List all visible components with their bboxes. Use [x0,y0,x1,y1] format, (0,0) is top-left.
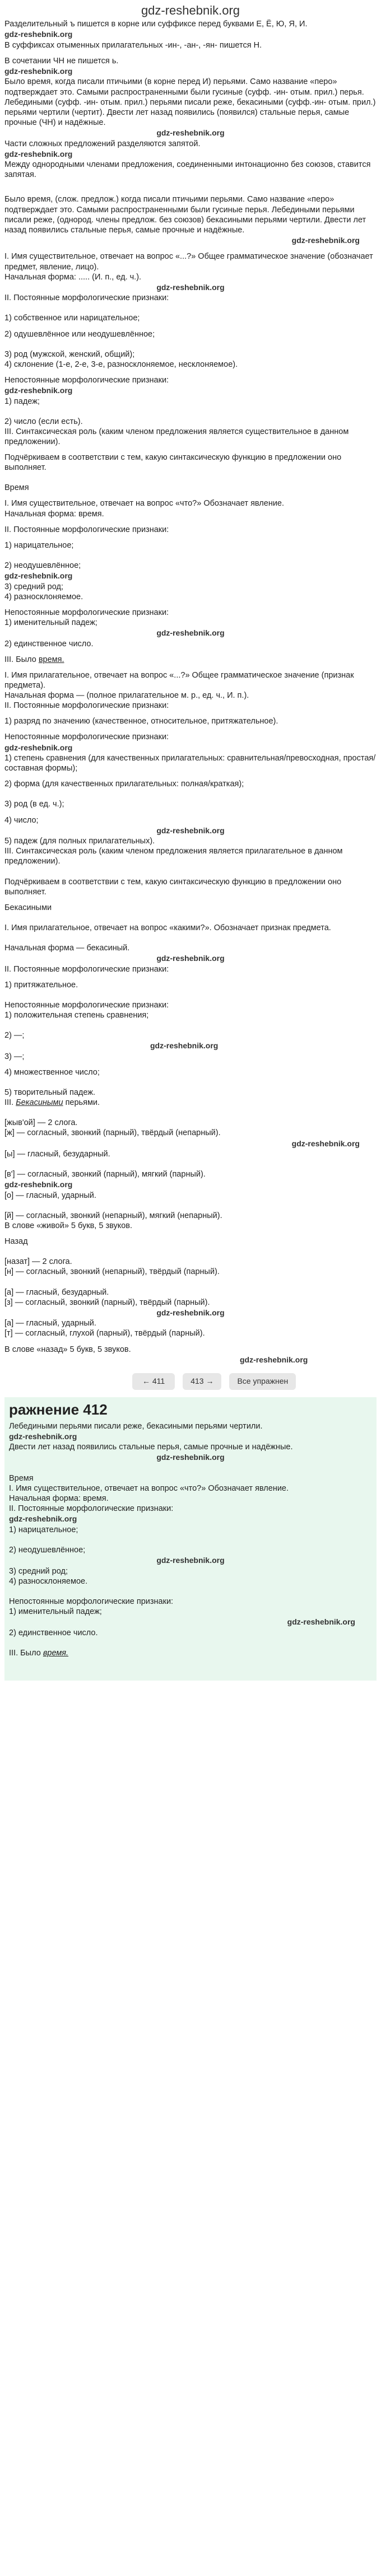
watermark: gdz-reshebnik.org [9,1431,77,1441]
noun-const-3: 3) род (мужской, женский, общий); [4,349,135,359]
noun2-const-2: 2) неодушевлённое; [4,561,81,570]
adj2-const-1: 1) притяжательное. [4,980,78,990]
adj2-nonconst-1: 1) положительная степень сравнения; [4,1011,149,1020]
adj2-iii-rest: перьями. [65,1098,100,1108]
watermark: gdz-reshebnik.org [156,954,225,963]
watermark: gdz-reshebnik.org [156,128,225,137]
noun2-iii-word: время. [38,655,64,664]
watermark: gdz-reshebnik.org [4,66,73,76]
watermark: gdz-reshebnik.org [4,149,73,158]
phon1-sound-5: [й] — согласный, звонкий (непарный), мягкий (непарный). [4,1211,222,1220]
noun2-const-4: 4) разносклоняемое. [4,592,83,601]
site-header [0,0,381,19]
noun-nonconst-heading: Непостоянные морфологические признаки: [4,375,169,385]
noun2-nonconst-heading: Непостоянные морфологические признаки: [4,608,169,617]
ex412-constant-heading: II. Постоянные морфологические признаки: [9,1504,174,1514]
adj2-iii-word: Бекасиными [16,1098,63,1108]
adj2-nonconst-heading: Непостоянные морфологические признаки: [4,1000,169,1010]
noun-syntax-role: III. Синтаксическая роль (каким членом предложения является существительное в данном предложении). [4,427,349,446]
adj2-nonconst-2: 2) —; [4,1031,25,1040]
rule-3: В сочетании ЧН не пишется ь. [4,56,119,66]
ex412-initial: Начальная форма: время. [9,1494,109,1504]
adj2-nonconst-4: 4) множественное число; [4,1067,100,1077]
watermark: gdz-reshebnik.org [150,1041,219,1051]
watermark: gdz-reshebnik.org [4,1180,73,1189]
watermark: gdz-reshebnik.org [287,1617,355,1627]
watermark: gdz-reshebnik.org [4,386,73,395]
ex412-nonconst-1: 1) именительный падеж; [9,1607,102,1616]
adj-syntax-role: III. Синтаксическая роль (каким членом предложения является прилагательное в данном предложении). [4,847,343,866]
ex412-word: Время [9,1473,34,1483]
adj-nonconst-5: 5) падеж (для полных прилагательных). [4,837,155,846]
watermark: gdz-reshebnik.org [156,1308,225,1317]
phon2-sound-1: [н] — согласный, звонкий (непарный), твёрдый (парный). [4,1267,220,1277]
watermark: gdz-reshebnik.org [156,282,225,292]
ex412-sentence-1: Лебедиными перьями писали реже, бекасиными перьями чертили. [9,1421,263,1431]
word-nazad: Назад [4,1237,28,1247]
phon2-sound-2: [а] — гласный, безударный. [4,1287,109,1297]
site-name[interactable]: gdz-reshebnik.org [141,3,240,17]
rule-5: Части сложных предложений разделяются запятой. [4,139,201,148]
noun-analysis-i: I. Имя существительное, отвечает на вопрос «...?» Общее грамматическое значение (обозначает предмет, явление, лицо). [4,252,373,272]
adj2-nonconst-3: 3) —; [4,1052,25,1061]
all-exercises-button[interactable]: Все упражнен [229,1373,296,1390]
noun2-const-3: 3) средний род; [4,582,63,591]
watermark: gdz-reshebnik.org [156,825,225,835]
adj-nonconst-4: 4) число; [4,815,39,825]
phon2-sound-4: [а] — гласный, ударный. [4,1319,96,1328]
noun2-iii-label: III. Было [4,655,36,664]
noun2-i: I. Имя существительное, отвечает на вопрос «что?» Обозначает явление. [4,499,285,508]
adj-const-1: 1) разряд по значению (качественное, относительное, притяжательное). [4,717,278,726]
adj-nonconst-1: 1) степень сравнения (для качественных прилагательных: сравнительная/превосходная, простая/составная формы); [4,754,376,773]
noun2-const-1: 1) нарицательное; [4,540,74,550]
phon2-transcription: [назат] — 2 слога. [4,1257,72,1267]
word-vremya: Время [4,483,29,493]
watermark: gdz-reshebnik.org [240,1355,308,1364]
ex412-nonconst-heading: Непостоянные морфологические признаки: [9,1597,174,1606]
phon2-summary: В слове «назад» 5 букв, 5 звуков. [4,1345,131,1354]
ex412-iii-label: III. Было [9,1648,41,1658]
ex412-sentence-2: Двести лет назад появились стальные перья, самые прочные и надёжные. [9,1443,293,1452]
phon1-sound-4: [о] — гласный, ударный. [4,1191,96,1200]
adj-analysis-i: I. Имя прилагательное, отвечает на вопрос «...?» Общее грамматическое значение (признак предмета). [4,670,354,690]
watermark: gdz-reshebnik.org [156,1453,225,1462]
exercise-412-section [4,1397,377,1681]
watermark: gdz-reshebnik.org [156,1556,225,1565]
rule-6: Между однородными членами предложения, соединенными интонационно без союзов, ставится запятая. [4,160,371,180]
watermark: gdz-reshebnik.org [291,235,360,245]
prev-exercise-button[interactable]: ← 411 [132,1373,175,1390]
adj-underline-note: Подчёркиваем в соответствии с тем, какую синтаксическую функцию в предложении оно выполняет. [4,877,342,897]
watermark: gdz-reshebnik.org [156,628,225,637]
phon2-sound-5: [т] — согласный, глухой (парный), твёрдый (парный). [4,1329,205,1338]
adj-nonconst-3: 3) род (в ед. ч.); [4,800,64,809]
noun2-nonconst-1: 1) именительный падеж; [4,618,97,627]
noun-const-2: 2) одушевлённое или неодушевлённое; [4,329,155,339]
adj2-syntax-example [4,1098,377,1108]
adj-nonconst-heading: Непостоянные морфологические признаки: [4,732,169,742]
adj2-iii-label: III. [4,1098,14,1108]
ex412-nonconst-2: 2) единственное число. [9,1628,98,1637]
adj-nonconst-2: 2) форма (для качественных прилагательных: полная/краткая); [4,780,244,789]
phon1-sound-1: [ж] — согласный, звонкий (парный), твёрдый (непарный). [4,1128,221,1138]
adj-initial-form: Начальная форма — (полное прилагательное м. р., ед. ч., И. п.). [4,691,249,700]
watermark: gdz-reshebnik.org [4,30,73,39]
noun2-initial: Начальная форма: время. [4,509,104,519]
rule-1: Разделительный ъ пишется в корне или суффиксе перед буквами Е, Ё, Ю, Я, И. [4,20,308,29]
watermark: gdz-reshebnik.org [9,1514,77,1524]
rule-2: В суффиксах отыменных прилагательных -ин-, -ан-, -ян- пишется Н. [4,40,262,50]
watermark: gdz-reshebnik.org [291,1138,360,1148]
watermark: gdz-reshebnik.org [4,743,73,752]
exercise-navigation [4,1368,377,1395]
phon1-summary: В слове «живой» 5 букв, 5 звуков. [4,1221,133,1230]
noun2-nonconst-2: 2) единственное число. [4,639,94,648]
ex412-const-3: 3) средний род; [9,1566,68,1576]
noun-nonconst-1: 1) падеж; [4,396,40,406]
phon1-transcription: [жыв'ой] — 2 слога. [4,1118,78,1128]
noun-nonconst-2: 2) число (если есть). [4,417,83,426]
rule-4: Было время, когда писали птичьими (в корне перед И) перьями. Само название «перо» подтверждает это. Самыми распространенными были гусиные (суфф. -ин- отым. прил.) перья. Лебедиными (суфф. -ин- отым. прил.) перьями писали реже, бекасиными (суфф.-ин- отым. прил.) перьями чертили (чертит). Двести лет назад появились (появился) стальные перья, самые прочные (ЧН) и надёжные. [4,77,376,127]
ex412-const-1: 1) нарицательное; [9,1525,78,1534]
adj2-initial: Начальная форма — бекасиный. [4,944,130,953]
ex412-syntax-example [9,1648,372,1658]
ex412-i: I. Имя существительное, отвечает на вопрос «что?» Обозначает явление. [9,1484,289,1493]
watermark: gdz-reshebnik.org [4,571,73,580]
ex412-iii-word: время. [43,1648,69,1658]
phon1-sound-2: [ы] — гласный, безударный. [4,1150,110,1159]
noun-const-4: 4) склонение (1-е, 2-е, 3-е, разносклоняемое, несклоняемое). [4,360,238,369]
next-exercise-button[interactable]: 413 → [183,1373,221,1390]
exercise-412-title: ражнение 412 [9,1401,108,1418]
phon2-sound-3: [з] — согласный, звонкий (парный), твёрдый (парный). [4,1298,210,1307]
ex412-const-2: 2) неодушевлённое; [9,1546,86,1555]
word-bekasinymi: Бекасиными [4,903,52,912]
noun-underline-note: Подчёркиваем в соответствии с тем, какую синтаксическую функцию в предложении оно выполняет. [4,453,342,473]
noun2-constant-heading: II. Постоянные морфологические признаки: [4,525,169,534]
content-area [0,19,381,1681]
noun-initial-form: Начальная форма: ..... (И. п., ед. ч.). [4,272,142,282]
adj2-constant-heading: II. Постоянные морфологические признаки: [4,964,169,974]
ex412-const-4: 4) разносклоняемое. [9,1576,88,1586]
adj-constant-heading: II. Постоянные морфологические признаки: [4,701,169,711]
phon1-sound-3: [в'] — согласный, звонкий (парный), мягкий (парный). [4,1170,206,1179]
noun-constant-heading: II. Постоянные морфологические признаки: [4,293,169,303]
noun2-syntax-example [4,655,377,665]
adj2-i: I. Имя прилагательное, отвечает на вопрос «какими?». Обозначает признак предмета. [4,923,331,932]
main-text: Было время, (слож. предлож.) когда писали птичьими перьями. Само название «перо» подтверждает это. Самыми распространенными были гусиные перья. Лебедиными перьями писали реже, (однород. члены предлож. без союзов) бекасиными перьями чертили. Двести лет назад появились стальные перья, самые прочные и надёжные. [4,195,366,235]
adj2-nonconst-5: 5) творительный падеж. [4,1088,95,1097]
noun-const-1: 1) собственное или нарицательное; [4,314,140,323]
